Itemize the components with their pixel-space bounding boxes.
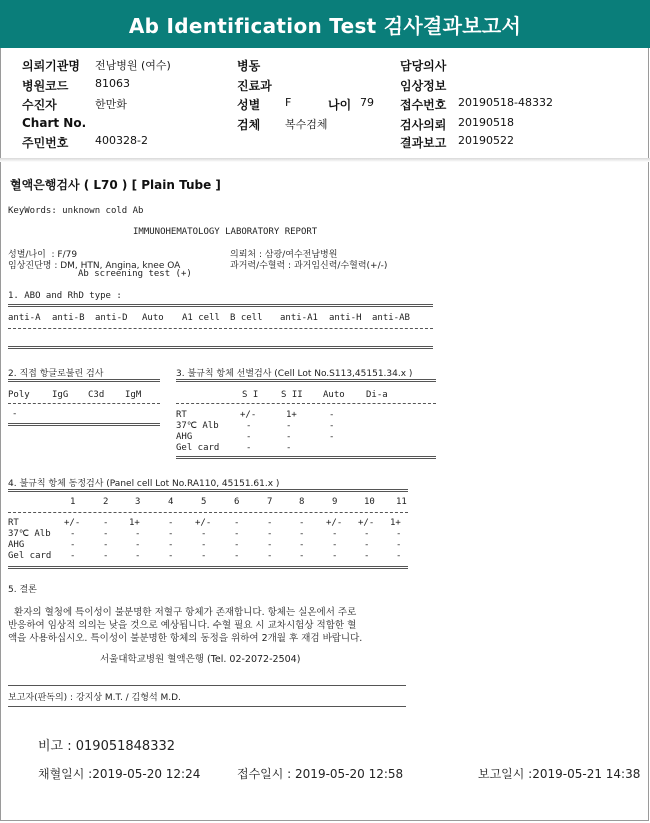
panel-row-label: 37℃ Alb <box>8 529 51 539</box>
divider <box>8 685 406 686</box>
panel-cell: +/- <box>358 518 375 528</box>
dat-header: IgG <box>52 390 69 400</box>
panel-header: 10 <box>364 497 375 507</box>
screen-header: S II <box>281 390 303 400</box>
section1-title: 1. ABO and RhD type : <box>8 291 122 301</box>
divider <box>176 456 436 459</box>
abo-header: A1 cell <box>182 313 220 323</box>
divider <box>8 566 408 569</box>
clinical-info-label: 임상정보 <box>400 79 447 93</box>
screen-cell: - <box>329 410 335 420</box>
panel-cell: - <box>364 529 370 539</box>
panel-row-label: Gel card <box>8 551 52 561</box>
panel-cell: - <box>234 518 240 528</box>
panel-cell: - <box>396 540 402 550</box>
panel-cell: - <box>332 540 338 550</box>
abo-header: anti-H <box>329 313 362 323</box>
institution-value: 전남병원 (여수) <box>95 59 171 72</box>
section5-title: 5. 결론 <box>8 585 37 595</box>
panel-cell: - <box>168 540 174 550</box>
panel-cell: - <box>201 551 207 561</box>
screen-cell: - <box>286 421 292 431</box>
panel-cell: - <box>168 551 174 561</box>
panel-header: 9 <box>332 497 338 507</box>
screen-row-label: AHG <box>176 432 193 442</box>
reporter-line: 보고자(판독의) : 강지상 M.T. / 김형석 M.D. <box>8 693 181 703</box>
screen-row-label: Gel card <box>176 443 220 453</box>
resident-no-label: 주민번호 <box>22 136 69 150</box>
divider <box>8 304 433 307</box>
panel-cell: - <box>267 518 273 528</box>
divider <box>8 423 160 426</box>
panel-header: 2 <box>103 497 109 507</box>
screen-header: S I <box>242 390 259 400</box>
sex-label: 성별 <box>237 98 261 112</box>
abo-header: anti-A <box>8 313 41 323</box>
screen-cell: - <box>286 432 292 442</box>
abo-header: anti-B <box>52 313 85 323</box>
divider <box>8 512 408 513</box>
panel-cell: - <box>135 551 141 561</box>
signature-org: 서울대학교병원 혈액은행 (Tel. 02-2072-2504) <box>100 654 301 665</box>
panel-cell: - <box>332 551 338 561</box>
abo-header: Auto <box>142 313 164 323</box>
divider <box>8 489 408 492</box>
panel-cell: - <box>364 551 370 561</box>
screen-cell: - <box>246 432 252 442</box>
resident-no-value: 400328-2 <box>95 134 148 147</box>
panel-cell: - <box>103 540 109 550</box>
panel-row-label: RT <box>8 518 19 528</box>
panel-cell: - <box>332 529 338 539</box>
panel-cell: - <box>168 529 174 539</box>
section2-title: 2. 직접 항글로불린 검사 <box>8 369 104 379</box>
panel-cell: - <box>267 529 273 539</box>
panel-cell: - <box>396 551 402 561</box>
panel-header: 1 <box>70 497 76 507</box>
panel-row-label: AHG <box>8 540 25 550</box>
receipt-no-value: 20190518-48332 <box>458 96 553 109</box>
age-value: 79 <box>360 96 374 109</box>
screen-cell: 1+ <box>286 410 297 420</box>
abo-header: B cell <box>230 313 263 323</box>
hospital-code-value: 81063 <box>95 77 130 90</box>
patient-label: 수진자 <box>22 98 57 112</box>
report-subtitle: IMMUNOHEMATOLOGY LABORATORY REPORT <box>133 227 318 237</box>
panel-cell: - <box>299 540 305 550</box>
page-title: Ab Identification Test 검사결과보고서 <box>0 0 650 48</box>
section4-title: 4. 불규칙 항체 동정검사 (Panel cell Lot No.RA110, 45151.61.x ) <box>8 479 280 489</box>
panel-cell: - <box>201 529 207 539</box>
collected-time: 채혈일시 :2019-05-20 12:24 <box>38 767 201 781</box>
screen-row-label: RT <box>176 410 187 420</box>
divider <box>8 403 160 404</box>
conclusion-line: 환자의 혈청에 특이성이 불분명한 저혈구 항체가 존재합니다. 항체는 실온에서 주로 <box>8 607 357 618</box>
section3-title: 3. 불규칙 항체 선별검사 (Cell Lot No.S113,45151.34.x ) <box>176 369 413 379</box>
panel-header: 11 <box>396 497 407 507</box>
chart-no-label: Chart No. <box>22 116 87 130</box>
patient-value: 한만화 <box>95 98 127 111</box>
divider <box>8 706 406 707</box>
panel-cell: - <box>201 540 207 550</box>
header-divider <box>0 158 650 162</box>
conclusion-line: 반응하여 임상적 의의는 낮을 것으로 예상됩니다. 수혈 필요 시 교차시험상 적합한 혈 <box>8 620 357 631</box>
panel-cell: - <box>135 529 141 539</box>
receipt-no-label: 접수번호 <box>400 98 447 112</box>
reported-time: 보고일시 :2019-05-21 14:38 <box>478 767 641 781</box>
panel-cell: - <box>234 540 240 550</box>
dat-value: - <box>12 409 18 419</box>
screen-cell: - <box>329 432 335 442</box>
department-label: 진료과 <box>237 79 272 93</box>
panel-cell: - <box>234 551 240 561</box>
panel-cell: - <box>70 529 76 539</box>
panel-cell: - <box>103 551 109 561</box>
dat-header: C3d <box>88 390 105 400</box>
panel-cell: - <box>103 518 109 528</box>
panel-header: 7 <box>267 497 273 507</box>
report-date-value: 20190522 <box>458 134 514 147</box>
specimen-label: 검체 <box>237 118 261 132</box>
abo-header: anti-D <box>95 313 128 323</box>
panel-cell: - <box>103 529 109 539</box>
request-date-label: 검사의뢰 <box>400 118 447 132</box>
panel-cell: - <box>299 529 305 539</box>
panel-cell: - <box>299 518 305 528</box>
sex-value: F <box>285 96 292 109</box>
divider <box>8 379 160 382</box>
panel-cell: - <box>267 551 273 561</box>
history-line: 과거력/수혈력 : 과거임신력/수혈력(+/-) <box>230 261 388 271</box>
info-institution <box>22 57 80 74</box>
panel-cell: +/- <box>195 518 212 528</box>
keywords: KeyWords: unknown cold Ab <box>8 206 144 216</box>
institution-label: 의뢰기관명 <box>22 59 80 73</box>
panel-cell: 1+ <box>390 518 401 528</box>
screen-cell: - <box>286 443 292 453</box>
ward-label: 병동 <box>237 59 261 73</box>
panel-cell: - <box>70 551 76 561</box>
panel-cell: - <box>135 540 141 550</box>
dat-header: Poly <box>8 390 30 400</box>
screen-header: Auto <box>323 390 345 400</box>
screen-cell: - <box>246 421 252 431</box>
doctor-label: 담당의사 <box>400 59 447 73</box>
screen-header: Di-a <box>366 390 388 400</box>
hospital-code-label: 병원코드 <box>22 79 69 93</box>
panel-cell: - <box>234 529 240 539</box>
screen-row-label: 37℃ Alb <box>176 421 219 431</box>
report-date-label: 결과보고 <box>400 136 447 150</box>
abo-header: anti-A1 <box>280 313 318 323</box>
diagnosis-line: 임상진단명 : DM, HTN, Angina, knee OA <box>8 261 181 271</box>
panel-cell: +/- <box>64 518 81 528</box>
panel-header: 4 <box>168 497 174 507</box>
specimen-value: 복수검체 <box>285 118 328 131</box>
sex-age-line: 성별/나이 : F/79 <box>8 250 78 260</box>
abo-header: anti-AB <box>372 313 410 323</box>
panel-cell: - <box>70 540 76 550</box>
divider <box>8 346 433 349</box>
panel-cell: - <box>396 529 402 539</box>
request-date-value: 20190518 <box>458 116 514 129</box>
divider <box>8 328 433 329</box>
panel-cell: +/- <box>326 518 343 528</box>
report-title: 혈액은행검사 ( L70 ) [ Plain Tube ] <box>10 178 221 192</box>
divider <box>176 379 436 382</box>
panel-cell: - <box>364 540 370 550</box>
divider <box>176 403 436 404</box>
panel-cell: - <box>299 551 305 561</box>
age-label: 나이 <box>328 98 352 112</box>
requester-line: 의뢰처 : 삼광/여수전남병원 <box>230 250 338 260</box>
screen-cell: - <box>329 421 335 431</box>
panel-cell: 1+ <box>129 518 140 528</box>
screen-cell: - <box>246 443 252 453</box>
panel-cell: - <box>168 518 174 528</box>
dat-header: IgM <box>125 390 142 400</box>
diagnosis-line-2: Ab screening test (+) <box>78 269 192 279</box>
panel-header: 8 <box>299 497 305 507</box>
panel-header: 5 <box>201 497 207 507</box>
conclusion-line: 액을 사용하십시오. 특이성이 불분명한 항체의 동정을 위하여 2개월 후 재검 바랍니다. <box>8 633 363 644</box>
panel-cell: - <box>267 540 273 550</box>
note: 비고 : 019051848332 <box>38 739 176 754</box>
panel-header: 6 <box>234 497 240 507</box>
screen-cell: +/- <box>240 410 257 420</box>
panel-header: 3 <box>135 497 141 507</box>
received-time: 접수일시 : 2019-05-20 12:58 <box>237 767 404 781</box>
